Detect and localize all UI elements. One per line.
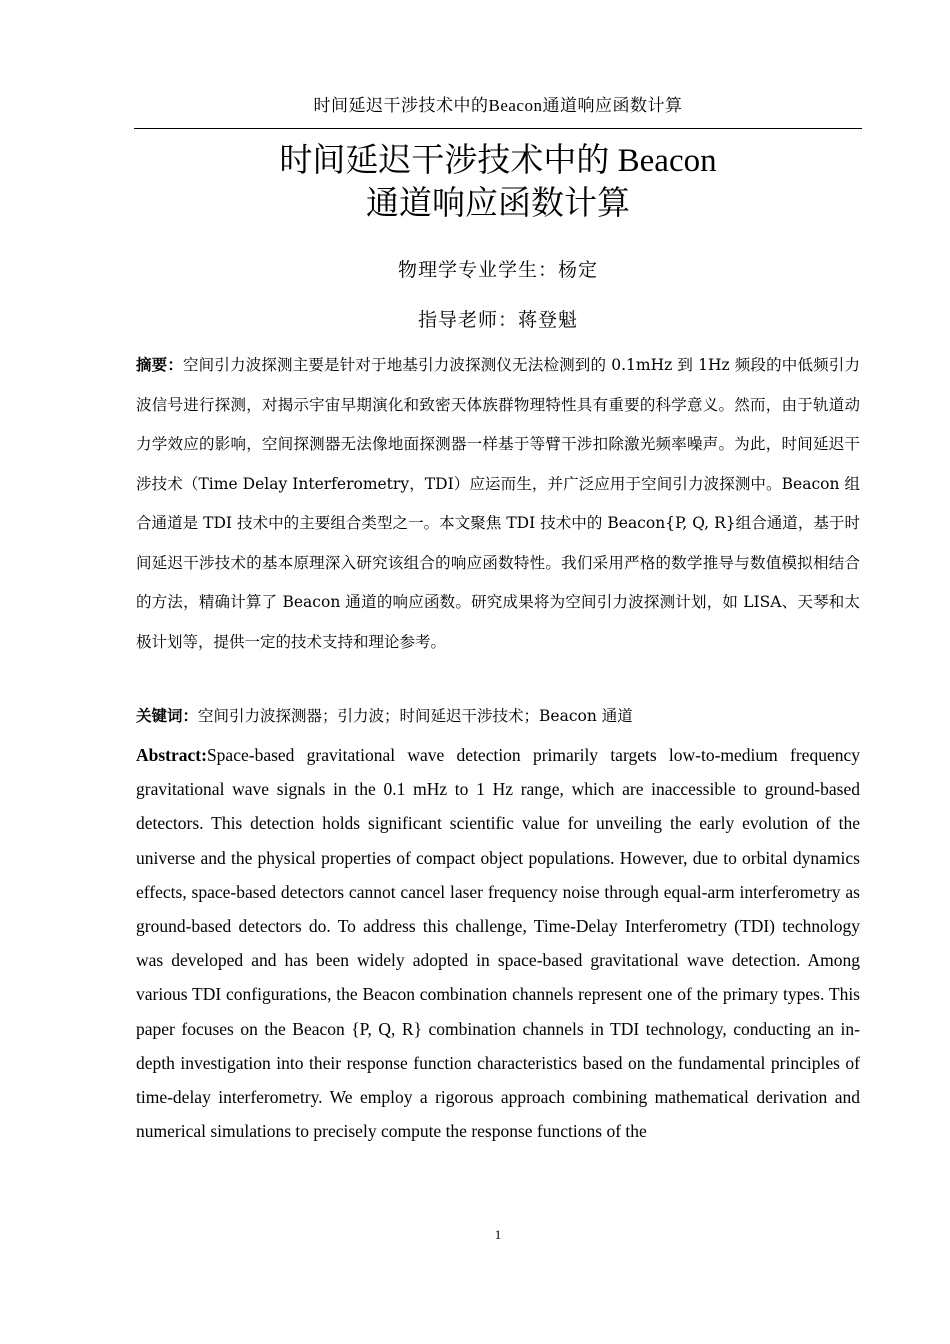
header-divider — [134, 128, 862, 129]
author-line: 物理学专业学生：杨定 — [397, 259, 598, 281]
keywords-cn — [136, 696, 860, 737]
page-number: 1 — [494, 1227, 502, 1242]
abstract-en-label: Abstract: — [136, 745, 207, 765]
keywords-cn-text: 空间引力波探测器；引力波；时间延迟干涉技术；Beacon 通道 — [198, 707, 633, 725]
keywords-cn-label: 关键词： — [136, 706, 199, 725]
advisor-line: 指导老师：蒋登魁 — [417, 309, 578, 331]
abstract-cn-text: 空间引力波探测主要是针对于地基引力波探测仪无法检测到的 0.1mHz 到 1Hz 频段的中低频引力波信号进行探测，对揭示宇宙早期演化和致密天体族群物理特性具有重要的科学意义。然而，由于轨道动力学效应的影响，空间探测器无法像地面探测器一样基于等臂干涉扣除激光频率噪声。为此，时间延迟干涉技术（Time Delay Interferometry，TDI）应运而生，并广泛应用于空间引力波探测中。Beacon 组合通道是 TDI 技术中的主要组合类型之一。本文聚焦 TDI 技术中的 Beacon{P, Q, R}组合通道，基于时间延迟干涉技术的基本原理深入研究该组合的响应函数特性。我们采用严格的数学推导与数值模拟相结合的方法，精确计算了 Beacon 通道的响应函数。研究成果将为空间引力波探测计划，如 LISA、天琴和太极计划等，提供一定的技术支持和理论参考。 — [136, 356, 860, 651]
abstract-en — [136, 738, 860, 1148]
title-line-1: 时间延迟干涉技术中的 Beacon — [279, 143, 717, 179]
title-line-2: 通道响应函数计算 — [366, 186, 630, 222]
running-header: 时间延迟干涉技术中的Beacon通道响应函数计算 — [313, 96, 683, 115]
abstract-en-text: Space-based gravitational wave detection primarily targets low-to-medium frequency gravitational wave signals in the 0.1 mHz to 1 Hz range, which are inaccessible to ground-based detectors. This detection holds significant scientific value for unveiling the early evolution of the universe and the physical properties of compact object populations. However, due to orbital dynamics effects, space-based detectors cannot cancel laser frequency noise through equal-arm interferometry as ground-based detectors do. To address this challenge, Time-Delay Interferometry (TDI) technology was developed and has been widely adopted in space-based gravitational wave detection. Among various TDI configurations, the Beacon combination channels represent one of the primary types. This paper focuses on the Beacon {P, Q, R} combination channels in TDI technology, conducting an in-depth investigation into their response function characteristics based on the fundamental principles of time-delay interferometry. We employ a rigorous approach combining mathematical derivation and numerical simulations to precisely compute the response functions of the — [136, 745, 860, 1142]
abstract-cn — [136, 345, 860, 662]
abstract-cn-label: 摘要： — [136, 355, 184, 374]
paper-title — [134, 140, 862, 226]
